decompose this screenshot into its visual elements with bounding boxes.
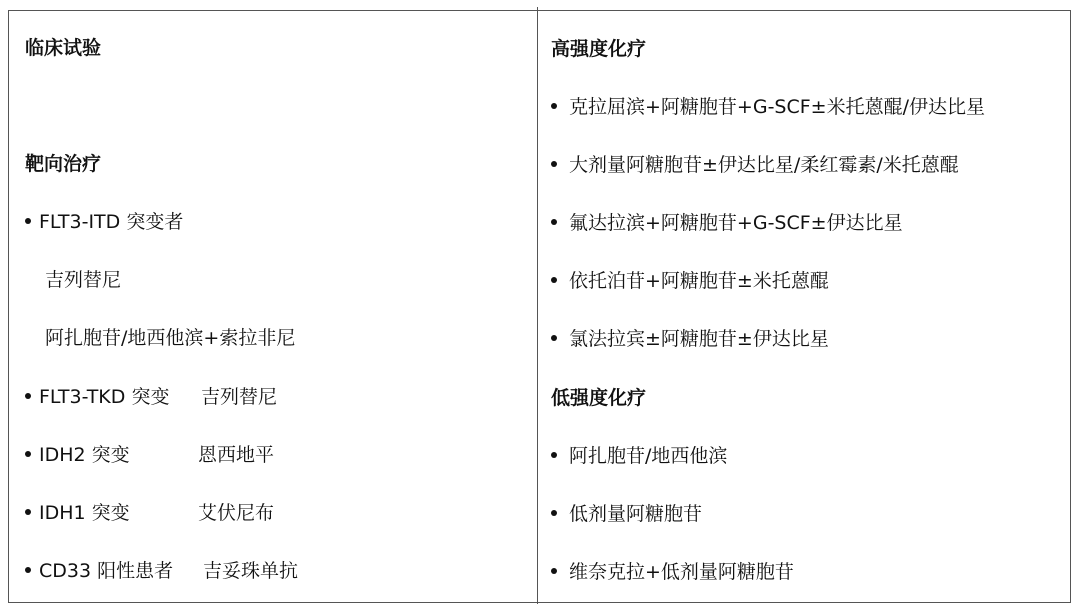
- item-text: 克拉屈滨+阿糖胞苷+G-SCF±米托蒽醌/伊达比星: [569, 96, 985, 118]
- item-drug: 吉妥珠单抗: [203, 560, 299, 582]
- left-cell: [9, 11, 537, 602]
- heading-high-intensity: 高强度化疗: [551, 38, 647, 60]
- item-label: CD33 阳性患者: [39, 560, 174, 582]
- heading-clinical-trial: 临床试验: [25, 37, 102, 59]
- item-text: 维奈克拉+低剂量阿糖胞苷: [569, 561, 794, 583]
- item-label: FLT3-ITD 突变者: [39, 211, 184, 233]
- bullet-dot-icon: [551, 277, 557, 283]
- bullet-dot-icon: [551, 452, 557, 458]
- item-text: 大剂量阿糖胞苷±伊达比星/柔红霉素/米托蒽醌: [569, 154, 959, 176]
- item-drug: 吉列替尼: [201, 386, 278, 408]
- item-text: 氟达拉滨+阿糖胞苷+G-SCF±伊达比星: [569, 212, 903, 234]
- treatment-table: [8, 10, 1071, 603]
- item-label: IDH2 突变: [39, 444, 130, 466]
- list-item: [551, 211, 903, 235]
- item-text: 氯法拉宾±阿糖胞苷±伊达比星: [569, 328, 829, 350]
- bullet-dot-icon: [551, 219, 557, 225]
- heading-low-intensity: 低强度化疗: [551, 387, 647, 409]
- bullet-dot-icon: [25, 567, 31, 573]
- bullet-dot-icon: [551, 510, 557, 516]
- flt3-itd-drug-2: 阿扎胞苷/地西他滨+索拉非尼: [45, 327, 296, 349]
- bullet-dot-icon: [551, 103, 557, 109]
- flt3-itd-drug-1: 吉列替尼: [45, 269, 122, 291]
- bullet-dot-icon: [551, 161, 557, 167]
- bullet-dot-icon: [551, 335, 557, 341]
- list-item: [551, 269, 829, 293]
- bullet-dot-icon: [25, 451, 31, 457]
- list-item: [551, 560, 794, 584]
- bullet-dot-icon: [25, 218, 31, 224]
- list-item: [551, 444, 727, 468]
- list-item-idh2: [25, 443, 130, 467]
- list-item: [551, 327, 829, 351]
- list-item: [551, 502, 702, 526]
- bullet-dot-icon: [25, 509, 31, 515]
- item-text: 低剂量阿糖胞苷: [569, 503, 703, 525]
- list-item: [551, 95, 985, 119]
- item-drug: 艾伏尼布: [198, 502, 275, 524]
- list-item-cd33: [25, 559, 173, 583]
- item-text: 依托泊苷+阿糖胞苷±米托蒽醌: [569, 270, 829, 292]
- item-text: 阿扎胞苷/地西他滨: [569, 445, 728, 467]
- item-label: FLT3-TKD 突变: [39, 386, 170, 408]
- item-label: IDH1 突变: [39, 502, 130, 524]
- list-item-idh1: [25, 501, 130, 525]
- list-item-flt3-itd: [25, 210, 183, 234]
- heading-targeted-therapy: 靶向治疗: [25, 153, 102, 175]
- list-item-flt3-tkd: [25, 385, 169, 409]
- item-drug: 恩西地平: [198, 444, 275, 466]
- right-cell: [538, 11, 1070, 602]
- list-item: [551, 153, 959, 177]
- bullet-dot-icon: [551, 568, 557, 574]
- bullet-dot-icon: [25, 393, 31, 399]
